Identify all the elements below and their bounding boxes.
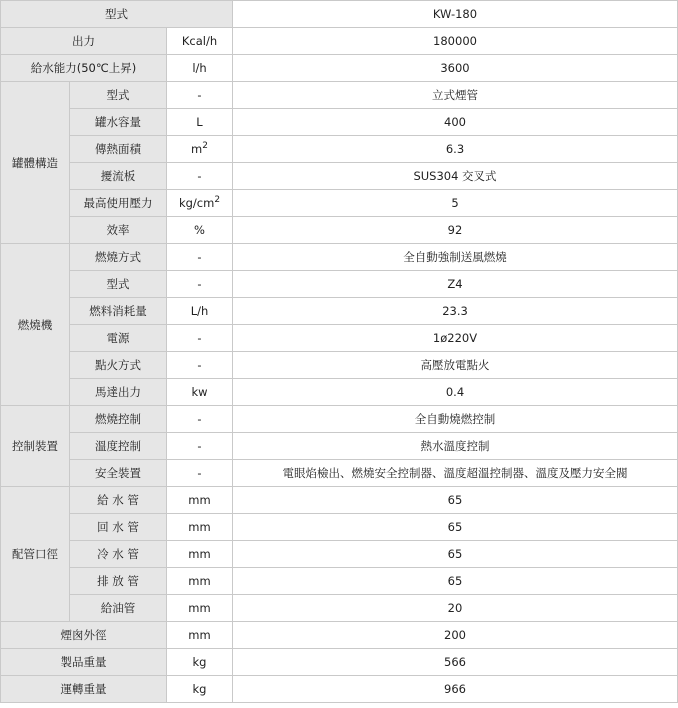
table-row (1, 352, 678, 379)
output-label: 出力 (1, 28, 167, 55)
table-row (1, 136, 678, 163)
table-row (1, 217, 678, 244)
product-weight-value: 566 (233, 649, 678, 676)
row-label: 排 放 管 (70, 568, 167, 595)
row-unit (167, 136, 233, 163)
row-unit (167, 190, 233, 217)
row-value: 65 (233, 487, 678, 514)
water-supply-value: 3600 (233, 55, 678, 82)
row-label: 給油管 (70, 595, 167, 622)
product-weight-label: 製品重量 (1, 649, 167, 676)
row-value: 20 (233, 595, 678, 622)
row-unit: - (167, 244, 233, 271)
table-row (1, 379, 678, 406)
table-row (1, 487, 678, 514)
table-row-output (1, 28, 678, 55)
control-group-label: 控制裝置 (1, 406, 70, 487)
row-value: 全自動燒燃控制 (233, 406, 678, 433)
table-row (1, 325, 678, 352)
piping-group-label: 配管口徑 (1, 487, 70, 622)
table-row-water-supply (1, 55, 678, 82)
product-weight-unit: kg (167, 649, 233, 676)
row-label: 型式 (70, 82, 167, 109)
row-unit: kw (167, 379, 233, 406)
row-value: 65 (233, 568, 678, 595)
row-unit: mm (167, 487, 233, 514)
row-value: 電眼焰檢出、燃燒安全控制器、溫度超溫控制器、溫度及壓力安全閥 (233, 460, 678, 487)
row-unit: L/h (167, 298, 233, 325)
row-label: 罐水容量 (70, 109, 167, 136)
operating-weight-label: 運轉重量 (1, 676, 167, 703)
chimney-value: 200 (233, 622, 678, 649)
row-unit: mm (167, 514, 233, 541)
output-unit: Kcal/h (167, 28, 233, 55)
row-value: 92 (233, 217, 678, 244)
row-value: 高壓放電點火 (233, 352, 678, 379)
row-label: 燃燒方式 (70, 244, 167, 271)
row-unit: - (167, 460, 233, 487)
unit-base: m (191, 142, 203, 156)
row-unit: - (167, 163, 233, 190)
table-row-header (1, 1, 678, 28)
chimney-unit: mm (167, 622, 233, 649)
row-unit: - (167, 352, 233, 379)
table-row (1, 541, 678, 568)
row-value: 全自動強制送風燃燒 (233, 244, 678, 271)
row-unit: mm (167, 568, 233, 595)
row-value: 65 (233, 514, 678, 541)
table-row (1, 244, 678, 271)
table-row-chimney (1, 622, 678, 649)
row-value: 23.3 (233, 298, 678, 325)
row-label: 擾流板 (70, 163, 167, 190)
row-value: 5 (233, 190, 678, 217)
row-unit: - (167, 406, 233, 433)
row-label: 點火方式 (70, 352, 167, 379)
table-row (1, 298, 678, 325)
row-unit: - (167, 433, 233, 460)
table-row (1, 568, 678, 595)
model-value: KW-180 (233, 1, 678, 28)
unit-superscript: 2 (202, 141, 208, 152)
unit-base: kg/cm (178, 196, 215, 210)
row-label: 傳熱面積 (70, 136, 167, 163)
table-row-operating-weight (1, 676, 678, 703)
row-label: 最高使用壓力 (70, 190, 167, 217)
table-row-product-weight (1, 649, 678, 676)
row-value: 1ø220V (233, 325, 678, 352)
table-row (1, 190, 678, 217)
row-label: 給 水 管 (70, 487, 167, 514)
table-row (1, 82, 678, 109)
row-value: 立式煙管 (233, 82, 678, 109)
table-row (1, 514, 678, 541)
row-unit: L (167, 109, 233, 136)
output-value: 180000 (233, 28, 678, 55)
row-value: 65 (233, 541, 678, 568)
operating-weight-unit: kg (167, 676, 233, 703)
row-label: 燃料消耗量 (70, 298, 167, 325)
row-label: 效率 (70, 217, 167, 244)
row-label: 冷 水 管 (70, 541, 167, 568)
row-label: 馬達出力 (70, 379, 167, 406)
row-unit: - (167, 271, 233, 298)
row-unit: mm (167, 595, 233, 622)
row-unit: mm (167, 541, 233, 568)
burner-group-label: 燃燒機 (1, 244, 70, 406)
row-value: SUS304 交叉式 (233, 163, 678, 190)
row-value: 熱水溫度控制 (233, 433, 678, 460)
tank-group-label: 罐體構造 (1, 82, 70, 244)
chimney-label: 煙囪外徑 (1, 622, 167, 649)
table-row (1, 595, 678, 622)
table-row (1, 109, 678, 136)
row-value: 0.4 (233, 379, 678, 406)
table-row (1, 163, 678, 190)
row-label: 安全裝置 (70, 460, 167, 487)
water-supply-label: 給水能力(50℃上昇) (1, 55, 167, 82)
row-unit: % (167, 217, 233, 244)
operating-weight-value: 966 (233, 676, 678, 703)
row-label: 回 水 管 (70, 514, 167, 541)
table-row (1, 433, 678, 460)
row-label: 溫度控制 (70, 433, 167, 460)
row-label: 電源 (70, 325, 167, 352)
water-supply-unit: l/h (167, 55, 233, 82)
table-row (1, 460, 678, 487)
table-row (1, 271, 678, 298)
row-label: 型式 (70, 271, 167, 298)
unit-superscript: 2 (214, 195, 221, 206)
table-row (1, 406, 678, 433)
row-label: 燃燒控制 (70, 406, 167, 433)
row-unit: - (167, 82, 233, 109)
row-value: 6.3 (233, 136, 678, 163)
model-label: 型式 (1, 1, 233, 28)
row-value: Z4 (233, 271, 678, 298)
row-value: 400 (233, 109, 678, 136)
row-unit: - (167, 325, 233, 352)
